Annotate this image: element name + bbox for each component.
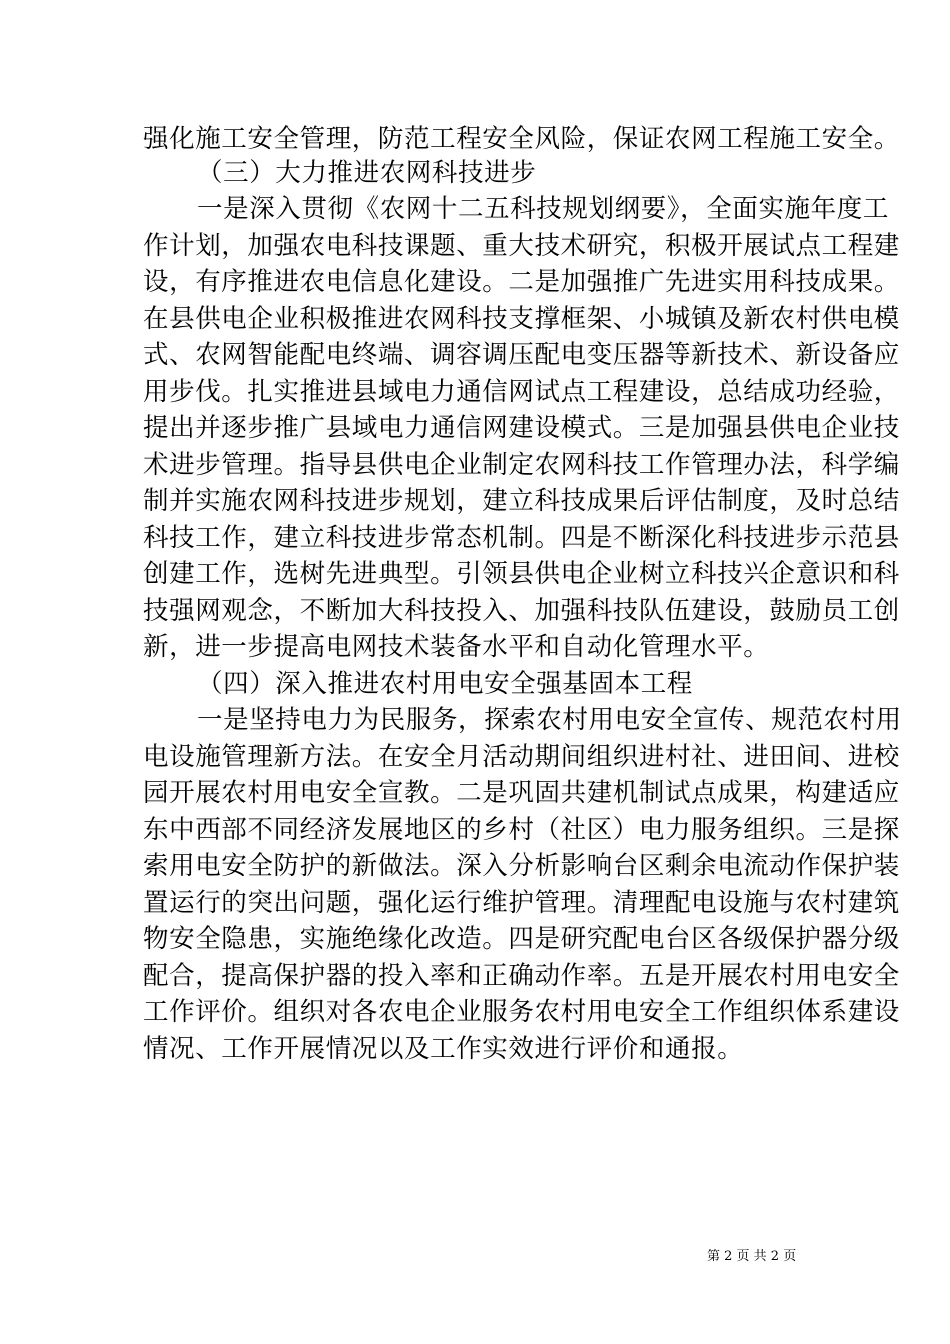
text-line: 情况、工作开展情况以及工作实效进行评价和通报。 bbox=[143, 1034, 744, 1064]
text-line: 配合，提高保护器的投入率和正确动作率。五是开展农村用电安全 bbox=[143, 961, 900, 991]
text-line: 作计划，加强农电科技课题、重大技术研究，积极开展试点工程建 bbox=[143, 231, 900, 261]
text-line: 设，有序推进农电信息化建设。二是加强推广先进实用科技成果。 bbox=[143, 267, 900, 297]
section-heading-3: （三）大力推进农网科技进步 bbox=[197, 158, 537, 188]
text-line: 强化施工安全管理，防范工程安全风险，保证农网工程施工安全。 bbox=[143, 124, 900, 154]
text-line: 科技工作，建立科技进步常态机制。四是不断深化科技进步示范县 bbox=[143, 523, 900, 553]
text-line: 在县供电企业积极推进农网科技支撑框架、小城镇及新农村供电模 bbox=[143, 304, 900, 334]
text-line: 园开展农村用电安全宣教。二是巩固共建机制试点成果，构建适应 bbox=[143, 778, 900, 808]
text-line: 东中西部不同经济发展地区的乡村（社区）电力服务组织。三是探 bbox=[143, 815, 900, 845]
page-number: 第 2 页 共 2 页 bbox=[707, 1249, 797, 1264]
text-line: 式、农网智能配电终端、调容调压配电变压器等新技术、新设备应 bbox=[143, 340, 900, 370]
text-line: 置运行的突出问题，强化运行维护管理。清理配电设施与农村建筑 bbox=[143, 888, 900, 918]
text-line: 物安全隐患，实施绝缘化改造。四是研究配电台区各级保护器分级 bbox=[143, 924, 900, 954]
section-heading-4: （四）深入推进农村用电安全强基固本工程 bbox=[197, 669, 693, 699]
text-line: 电设施管理新方法。在安全月活动期间组织进村社、进田间、进校 bbox=[143, 742, 900, 772]
text-line: 术进步管理。指导县供电企业制定农网科技工作管理办法，科学编 bbox=[143, 450, 900, 480]
text-line: 用步伐。扎实推进县域电力通信网试点工程建设，总结成功经验， bbox=[143, 377, 900, 407]
text-line: 索用电安全防护的新做法。深入分析影响台区剩余电流动作保护装 bbox=[143, 851, 900, 881]
text-line: 技强网观念，不断加大科技投入、加强科技队伍建设，鼓励员工创 bbox=[143, 596, 900, 626]
text-line: 制并实施农网科技进步规划，建立科技成果后评估制度，及时总结 bbox=[143, 486, 900, 516]
text-line: 一是坚持电力为民服务，探索农村用电安全宣传、规范农村用 bbox=[197, 705, 902, 735]
text-line: 新，进一步提高电网技术装备水平和自动化管理水平。 bbox=[143, 632, 770, 662]
text-line: 一是深入贯彻《农网十二五科技规划纲要》，全面实施年度工 bbox=[197, 194, 889, 224]
text-line: 提出并逐步推广县域电力通信网建设模式。三是加强县供电企业技 bbox=[143, 413, 900, 443]
text-line: 工作评价。组织对各农电企业服务农村用电安全工作组织体系建设 bbox=[143, 997, 900, 1027]
text-line: 创建工作，选树先进典型。引领县供电企业树立科技兴企意识和科 bbox=[143, 559, 900, 589]
